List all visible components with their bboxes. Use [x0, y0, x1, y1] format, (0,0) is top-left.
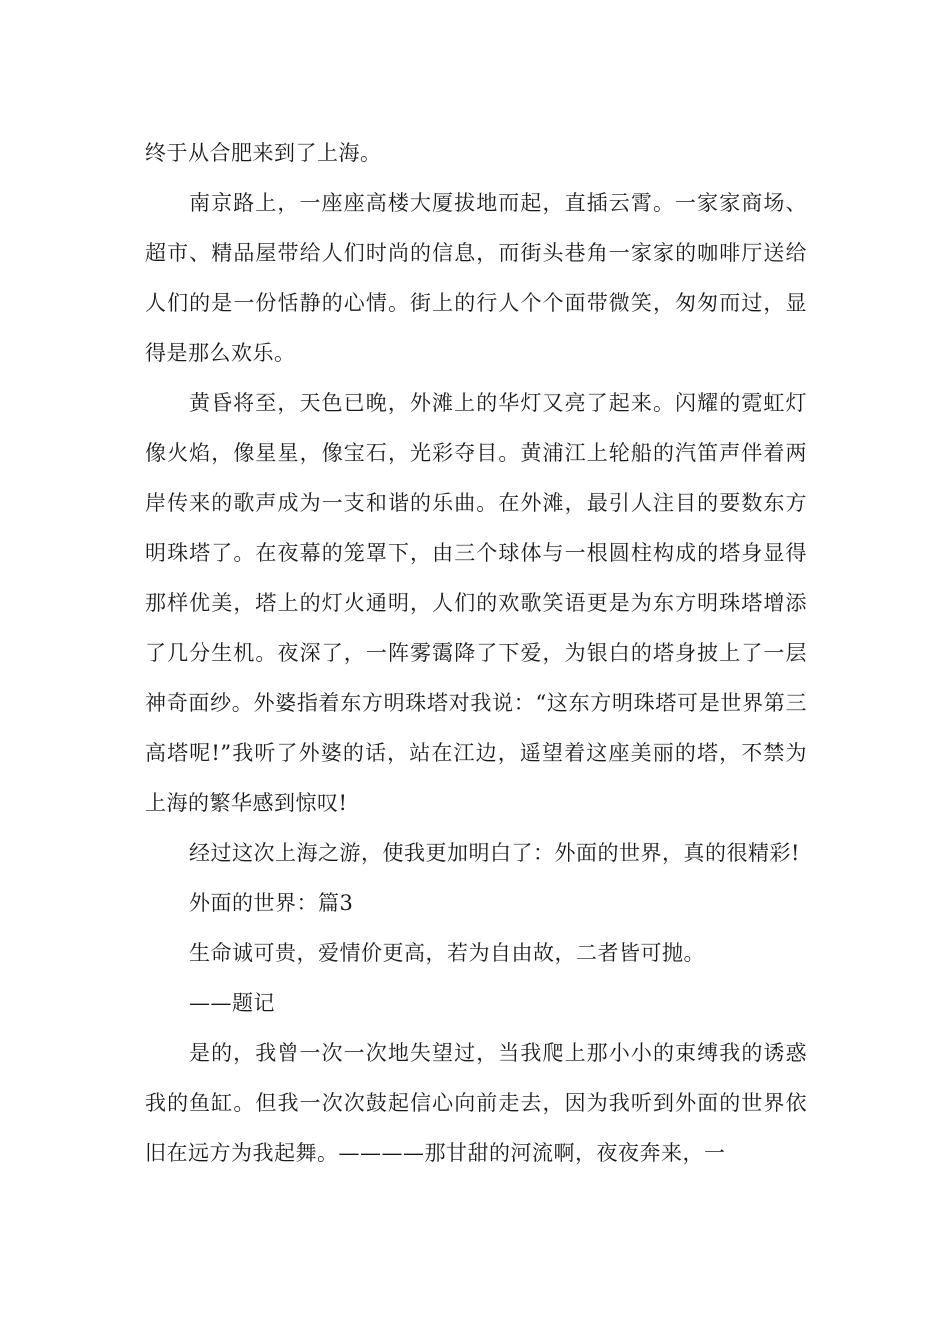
- epigraph: 生命诚可贵，爱情价更高，若为自由故，二者皆可抛。: [189, 941, 705, 965]
- paragraph-5: 是的，我曾一次一次地失望过，当我爬上那小小的束缚我的诱惑我的鱼缸。但我一次次鼓起信心向前走去，因为我听到外面的世界依旧在远方为我起舞。————那甘甜的河流啊，夜夜奔来，一: [145, 1041, 807, 1165]
- epigraph-attribution: ——题记: [189, 991, 275, 1015]
- paragraph-3: 黄昏将至，天色已晚，外滩上的华灯又亮了起来。闪耀的霓虹灯像火焰，像星星，像宝石，光彩夺目。黄浦江上轮船的汽笛声伴着两岸传来的歌声成为一支和谐的乐曲。在外滩，最引人注目的要数东方明珠塔了。在夜幕的笼罩下，由三个球体与一根圆柱构成的塔身显得那样优美，塔上的灯火通明，人们的欢歌笑语更是为东方明珠塔增添了几分生机。夜深了，一阵雾霭降了下爱，为银白的塔身披上了一层神奇面纱。外婆指着东方明珠塔对我说：“这东方明珠塔可是世界第三高塔呢!”我听了外婆的话，站在江边，遥望着这座美丽的塔，不禁为上海的繁华感到惊叹!: [145, 391, 807, 815]
- paragraph-2: 南京路上，一座座高楼大厦拔地而起，直插云霄。一家家商场、超市、精品屋带给人们时尚的信息，而街头巷角一家家的咖啡厅送给人们的是一份恬静的心情。街上的行人个个面带微笑，匆匆而过，显得是那么欢乐。: [145, 191, 807, 365]
- paragraph-1: 终于从合肥来到了上海。: [145, 141, 382, 165]
- paragraph-4: 经过这次上海之游，使我更加明白了：外面的世界，真的很精彩!: [189, 841, 800, 865]
- section-heading: 外面的世界：篇3: [189, 891, 354, 915]
- document-body: [145, 128, 807, 1178]
